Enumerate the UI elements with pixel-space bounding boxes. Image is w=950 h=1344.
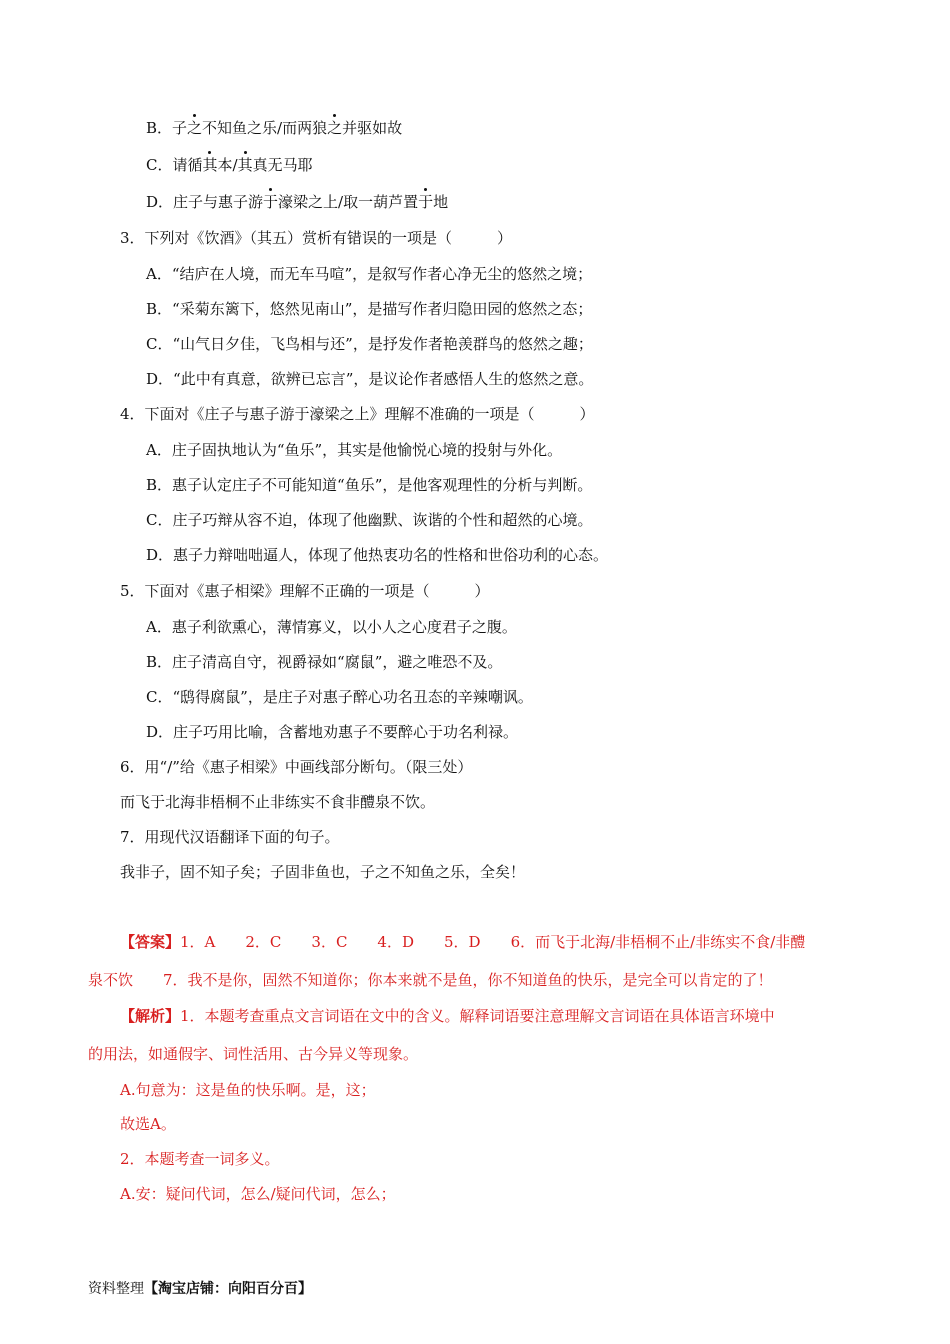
q6-text: 而飞于北海非梧桐不止非练实不食非醴泉不饮。: [120, 793, 436, 811]
q2-d-text: 濠梁之上/取一葫芦置: [278, 193, 419, 211]
q5-option-b: B．庄子清高自守，视爵禄如“腐鼠”，避之唯恐不及。: [146, 653, 503, 671]
q4-option-c: C．庄子巧辩从容不迫，体现了他幽默、诙谐的个性和超然的心境。: [146, 511, 593, 529]
q3-stem: 3．下列对《饮酒》（其五）赏析有错误的一项是（ ）: [120, 229, 513, 247]
footer-shop: 【淘宝店铺：向阳百分百】: [144, 1281, 312, 1297]
q5-option-d: D．庄子巧用比喻，含蓄地劝惠子不要醉心于功名利禄。: [146, 723, 519, 741]
analysis-line-2: 的用法，如通假字、词性活用、古今异义等现象。: [88, 1045, 419, 1063]
answer-label: 【答案】: [120, 933, 181, 951]
emphasis-char: 于: [263, 193, 279, 211]
q2-d-text: 地: [433, 193, 449, 211]
q5-stem: 5．下面对《惠子相梁》理解不正确的一项是（ ）: [120, 582, 490, 600]
analysis-line-1: [120, 1006, 775, 1026]
q2-b-text: 不知鱼之乐/而两狼: [202, 119, 328, 137]
q2-c-text: 本/: [217, 156, 238, 174]
q4-option-b: B．惠子认定庄子不可能知道“鱼乐”，是他客观理性的分析与判断。: [146, 476, 593, 494]
q2-option-b: [146, 118, 402, 138]
q5-option-a: A．惠子利欲熏心，薄情寡义，以小人之心度君子之腹。: [146, 618, 517, 636]
q2-b-text: 并驱如故: [342, 119, 403, 137]
q3-option-d: D．“此中有真意，欲辨已忘言”，是议论作者感悟人生的悠然之意。: [146, 370, 594, 388]
q2-option-d: [146, 192, 448, 212]
q7-stem: 7．用现代汉语翻译下面的句子。: [120, 828, 340, 846]
emphasis-char: 其: [202, 156, 218, 174]
answer-line-1: [120, 932, 805, 952]
answer-line-2: 泉不饮 7．我不是你，固然不知道你；你本来就不是鱼，你不知道鱼的快乐，是完全可以肯定的了！: [88, 971, 773, 989]
q4-option-a: A．庄子固执地认为“鱼乐”，其实是他愉悦心境的投射与外化。: [146, 441, 563, 459]
q3-option-b: B．“采菊东篱下，悠然见南山”，是描写作者归隐田园的悠然之态；: [146, 300, 593, 318]
q2-d-text: D．庄子与惠子游: [146, 193, 264, 211]
analysis-line-4: 故选A。: [120, 1115, 176, 1133]
q3-option-a: A．“结庐在人境，而无车马喧”，是叙写作者心净无尘的悠然之境；: [146, 265, 593, 283]
q6-stem: 6．用“/”给《惠子相梁》中画线部分断句。（限三处）: [120, 758, 473, 776]
page-footer: [88, 1278, 312, 1298]
analysis-text: 1．本题考查重点文言词语在文中的含义。解释词语要注意理解文言词语在具体语言环境中: [180, 1007, 775, 1025]
analysis-line-5: 2．本题考查一词多义。: [120, 1150, 280, 1168]
analysis-line-3: A.句意为：这是鱼的快乐啊。是，这；: [120, 1081, 376, 1099]
analysis-label: 【解析】: [120, 1007, 181, 1025]
emphasis-char: 其: [237, 156, 253, 174]
q4-option-d: D．惠子力辩咄咄逼人，体现了他热衷功名的性格和世俗功利的心态。: [146, 546, 609, 564]
q3-option-c: C．“山气日夕佳，飞鸟相与还”，是抒发作者艳羡群鸟的悠然之趣；: [146, 335, 593, 353]
q7-text: 我非子，固不知子矣；子固非鱼也，子之不知鱼之乐，全矣！: [120, 863, 526, 881]
q2-b-text: B．子: [146, 119, 188, 137]
q2-c-text: 真无马耶: [252, 156, 313, 174]
q2-c-text: C．请循: [146, 156, 203, 174]
answer-text: 1．A 2．C 3．C 4．D 5．D 6．而飞于北海/非梧桐不止/非练实不食/非醴: [180, 933, 806, 951]
emphasis-char: 之: [327, 119, 343, 137]
footer-prefix: 资料整理: [88, 1281, 144, 1297]
q2-option-c: [146, 155, 313, 175]
analysis-line-6: A.安：疑问代词，怎么/疑问代词，怎么；: [120, 1185, 396, 1203]
emphasis-char: 于: [418, 193, 434, 211]
q5-option-c: C．“鸱得腐鼠”，是庄子对惠子醉心功名丑态的辛辣嘲讽。: [146, 688, 533, 706]
q4-stem: 4．下面对《庄子与惠子游于濠梁之上》理解不准确的一项是（ ）: [120, 405, 595, 423]
emphasis-char: 之: [187, 119, 203, 137]
